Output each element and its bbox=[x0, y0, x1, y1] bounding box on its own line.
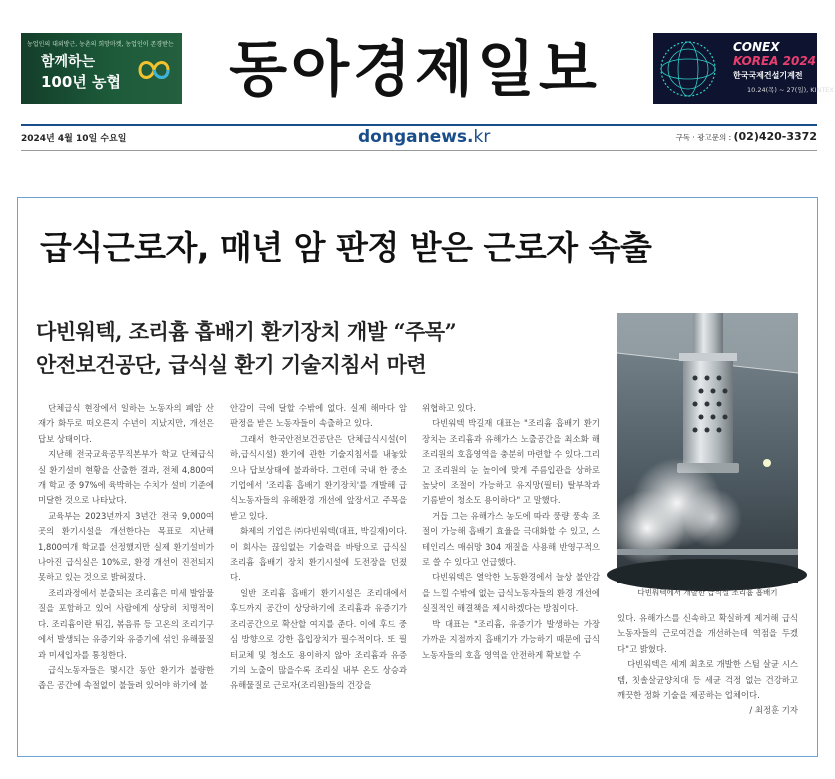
article-subhead-2: 안전보건공단, 급식실 환기 기술지침서 마련 bbox=[36, 352, 427, 377]
ad-left-line1: 함께하는 bbox=[41, 54, 96, 70]
masthead-divider bbox=[21, 150, 817, 151]
site-url-main: donganews. bbox=[358, 127, 474, 147]
paragraph: 조리과정에서 분출되는 조리흄은 미세 발암물질을 포함하고 있어 사람에게 상당히 치명적이다. 조리흄이란 튀김, 볶음류 등 고온의 조리기구에서 발생되는 유증기와 유증기에 섞인 유해물질과 미세입자를 통칭한다. bbox=[38, 587, 214, 660]
issue-date: 2024년 4월 10일 수요일 bbox=[21, 134, 127, 144]
nh-banner-ad[interactable] bbox=[21, 33, 182, 104]
site-url-tld: kr bbox=[473, 127, 491, 147]
article-column-2 bbox=[230, 401, 407, 694]
paragraph: 다빈워텍은 세계 최초로 개발한 스팀 살균 시스템, 칫솔살균양치대 등 세균 걱정 없는 건강하고 깨끗한 정화 기술을 제공하는 업체이다. bbox=[617, 659, 798, 701]
globe-logo-icon bbox=[657, 38, 719, 100]
contact-info bbox=[676, 130, 817, 143]
site-url[interactable] bbox=[358, 127, 490, 147]
paragraph: 다빈워텍은 열악한 노동환경에서 늘상 불안감을 느낄 수밖에 없는 급식노동자들의 환경 개선에 실질적인 해결책을 제시하겠다는 방침이다. bbox=[422, 572, 600, 614]
article-headline: 급식근로자, 매년 암 판정 받은 근로자 속출 bbox=[40, 228, 652, 267]
masthead bbox=[0, 0, 835, 147]
paragraph: 박 대표는 "조리흄, 유증기가 발생하는 가장 가까운 지점까지 흡배기가 가능하기 때문에 급식 노동자들의 호흡 영역을 안전하게 확보할 수 bbox=[422, 618, 600, 660]
range-hood-photo-illustration bbox=[617, 313, 798, 583]
ad-right-line2: KOREA 2024 bbox=[733, 54, 817, 68]
article-column-1 bbox=[38, 401, 214, 694]
infinity-logo-icon bbox=[134, 53, 174, 87]
newspaper-title: 동아경제일보 bbox=[229, 35, 601, 105]
ad-left-line2: 100년 농협 bbox=[41, 73, 122, 91]
contact-number: (02)420-3372 bbox=[733, 130, 817, 143]
paragraph: 화제의 기업은 ㈜다빈워텍(대표, 박길재)이다. 이 회사는 끊임없는 기술력을 바탕으로 급식실 조리흄 흡배기 장치 환기시설에 도전장을 던졌다. bbox=[230, 526, 407, 583]
article-subhead-1: 다빈워텍, 조리흄 흡배기 환기장치 개발 “주목” bbox=[36, 319, 457, 344]
paragraph: 안감이 극에 달할 수밖에 없다. 실제 해마다 암 판정을 받은 노동자들이 속출하고 있다. bbox=[230, 403, 407, 429]
paragraph: 단체급식 현장에서 일하는 노동자의 폐암 산재가 화두로 떠오른지 수년이 지났지만, 개선은 답보 상태이다. bbox=[38, 403, 214, 444]
ad-right-line3: 한국국제건설기계전 bbox=[733, 71, 803, 80]
paragraph: 일반 조리흄 흡배기 환기시설은 조리대에서 후드까지 공간이 상당하기에 조리흄과 유증기가 조리공간으로 확산할 여지를 준다. 이에 후드 중심 방향으로 강한 흡입장치가 필수적이다. 또 필터교체 및 청소도 용이하지 않아 조리흄과 유증기의 노출이 많을수록 조리실 내부 온도 상승과 유해물질로 근로자(조리원)들의 건강을 bbox=[230, 587, 407, 691]
article-column-4 bbox=[617, 611, 798, 719]
paragraph: 있다. 유해가스를 신속하고 확실하게 제거해 급식노동자들의 근로여건을 개선하는데 역점을 두겠다"고 밝혔다. bbox=[617, 613, 798, 654]
paragraph: 거듭 그는 유해가스 농도에 따라 풍량 풍속 조절이 가능해 흡배기 효율을 극대화할 수 있고, 스테인리스 매쉬망 304 재질을 사용해 반영구적으로 쓸 수 있다고 언급했다. bbox=[422, 510, 600, 568]
ad-right-line1: CONEX bbox=[733, 40, 780, 54]
ad-left-tagline: 농업인의 대외방근, 농촌의 희망마켓, 농업인이 존경받는 bbox=[27, 41, 174, 48]
conex-banner-ad[interactable] bbox=[653, 33, 834, 104]
paragraph: 교육부는 2023년까지 3년간 전국 9,000여곳의 환기시설을 개선한다는 목표로 지난해 1,800여개 학교를 선정했지만 실제 환기설비가 나아진 급식실은 10%로, 환경 개선이 진전되지 못하고 있는 것으로 밝혀졌다. bbox=[38, 510, 214, 583]
ad-right-line4: 10.24(목) ~ 27(일), KINTEX bbox=[747, 86, 834, 94]
byline: / 최정훈 기자 bbox=[749, 705, 798, 716]
contact-label: 구독 · 광고문의 : bbox=[675, 133, 734, 142]
masthead-rule bbox=[21, 124, 817, 126]
photo-caption: 다빈워텍에서 개발한 급식실 조리흄 흡배기 bbox=[637, 588, 778, 597]
paragraph: 다빈워텍 박길재 대표는 "조리흄 흡배기 환기장치는 조리흄과 유해가스 노출공간을 최소화 해 조리원의 호흡영역을 충분히 마련할 수 있다.그리고 조리원의 눈 높이에 맞게 주름입관을 상하로 높낮이 조절이 가능하고 유지망(필터) 탈부착과 기름받이 청소도 용이하다" 고 말했다. bbox=[422, 418, 600, 506]
article-photo bbox=[617, 313, 798, 583]
article-column-3 bbox=[422, 401, 600, 663]
paragraph: 지난해 전국교육공무직본부가 학교 단체급식실 환기설비 현황을 산출한 결과, 전체 4,800여개 학교 중 97%에 육박하는 수치가 설비 기준에 미달한 것으로 나타났다. bbox=[38, 449, 214, 506]
paragraph: 급식노동자들은 몇시간 동안 환기가 불량한 좁은 공간에 속절없이 불들려 있어야 하기에 불 bbox=[38, 664, 214, 691]
paragraph: 그래서 한국안전보건공단은 단체급식시설(이하,급식시설) 환기에 관한 기술지침서를 내놓았으나 답보상태에 불과하다. 그런데 국내 한 중소기업에서 '조리흄 흡배기 환기장치'를 개발해 급식노동자들의 유해환경 개선에 앞장서고 주목을 받고 있다. bbox=[230, 433, 407, 521]
paragraph: 위협하고 있다. bbox=[422, 403, 476, 413]
